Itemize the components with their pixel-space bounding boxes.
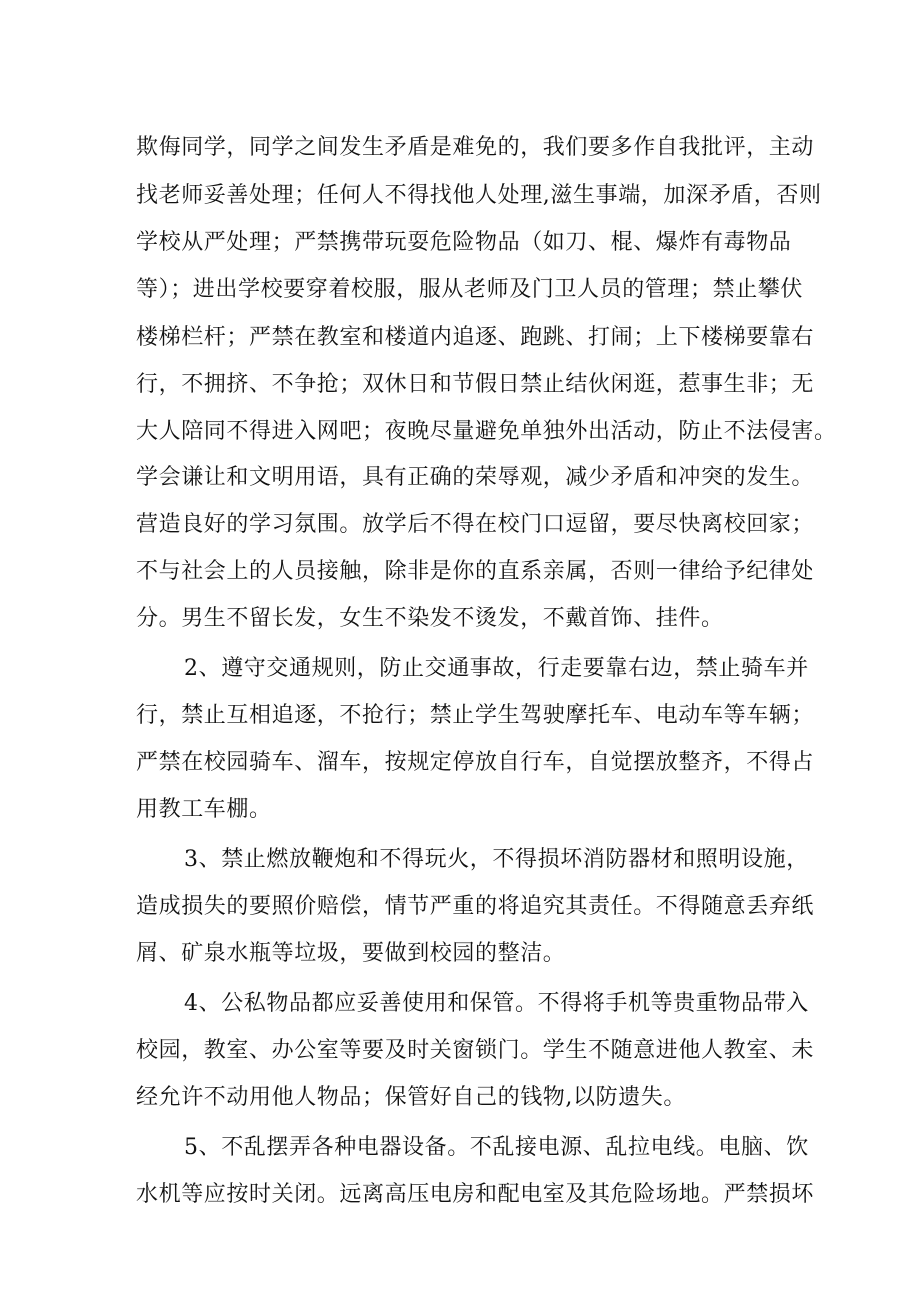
text-line-15: 用教工车棚。 xyxy=(136,797,272,822)
text-line-10: 不与社会上的人员接触，除非是你的直系亲属，否则一律给予纪律处 xyxy=(136,559,815,584)
text-line-21: 经允许不动用他人物品；保管好自己的钱物,以防遗失。 xyxy=(136,1085,686,1110)
text-line-22: 5、不乱摆弄各种电器设备。不乱接电源、乱拉电线。电脑、饮 xyxy=(184,1135,809,1160)
text-line-14: 严禁在校园骑车、溜车，按规定停放自行车，自觉摆放整齐，不得占 xyxy=(136,750,815,775)
text-line-16: 3、禁止燃放鞭炮和不得玩火，不得损坏消防器材和照明设施， xyxy=(184,847,809,872)
text-line-18: 屑、矿泉水瓶等垃圾，要做到校园的整洁。 xyxy=(136,941,566,966)
text-line-17: 造成损失的要照价赔偿，情节严重的将追究其责任。不得随意丢弃纸 xyxy=(136,894,815,919)
text-line-11: 分。男生不留长发，女生不染发不烫发，不戴首饰、挂件。 xyxy=(136,606,724,631)
text-line-2: 找老师妥善处理；任何人不得找他人处理,滋生事端，加深矛盾，否则 xyxy=(136,183,822,208)
text-line-13: 行，禁止互相追逐，不抢行；禁止学生驾驶摩托车、电动车等车辆； xyxy=(136,703,815,728)
text-line-23: 水机等应按时关闭。远离高压电房和配电室及其危险场地。严禁损坏 xyxy=(136,1182,815,1207)
text-line-12: 2、遵守交通规则，防止交通事故，行走要靠右边，禁止骑车并 xyxy=(184,656,809,681)
text-line-7: 大人陪同不得进入网吧；夜晚尽量避免单独外出活动，防止不法侵害。 xyxy=(136,419,837,444)
text-line-20: 校园，教室、办公室等要及时关窗锁门。学生不随意进他人教室、未 xyxy=(136,1038,815,1063)
text-line-3: 学校从严处理；严禁携带玩耍危险物品（如刀、棍、爆炸有毒物品 xyxy=(136,230,792,255)
text-line-8: 学会谦让和文明用语，具有正确的荣辱观，减少矛盾和冲突的发生。 xyxy=(136,465,815,490)
text-line-4: 等）；进出学校要穿着校服，服从老师及门卫人员的管理；禁止攀伏 xyxy=(136,277,804,302)
text-line-9: 营造良好的学习氛围。放学后不得在校门口逗留，要尽快离校回家； xyxy=(136,512,815,537)
text-line-19: 4、公私物品都应妥善使用和保管。不得将手机等贵重物品带入 xyxy=(184,991,809,1016)
text-line-1: 欺侮同学，同学之间发生矛盾是难免的，我们要多作自我批评，主动 xyxy=(136,135,815,160)
text-line-5: 楼梯栏杆；严禁在教室和楼道内追逐、跑跳、打闹；上下楼梯要靠右 xyxy=(136,325,815,350)
text-line-6: 行，不拥挤、不争抢；双休日和节假日禁止结伙闲逛，惹事生非；无 xyxy=(136,372,815,397)
